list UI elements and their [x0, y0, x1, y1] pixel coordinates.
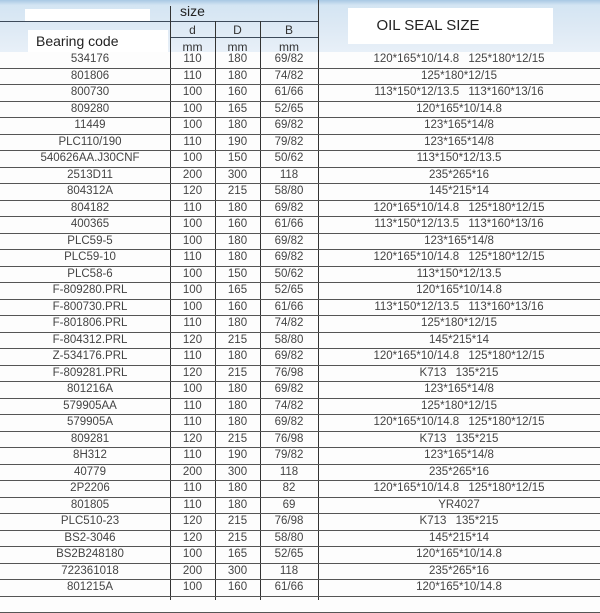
- table-row: [0, 168, 600, 185]
- d-value: 100: [170, 548, 215, 560]
- d-value: 100: [170, 301, 215, 313]
- D-value: 215: [215, 433, 260, 445]
- oil-seal-size: 145*215*14: [318, 185, 600, 197]
- D-value: 180: [215, 119, 260, 131]
- B-unit: mm: [260, 40, 318, 54]
- oil-seal-size: 145*215*14: [318, 334, 600, 346]
- bearing-code: 801215A: [10, 581, 170, 593]
- D-value: 165: [215, 548, 260, 560]
- table-row: [0, 316, 600, 333]
- oil-seal-size: 113*150*12/13.5 113*160*13/16: [318, 301, 600, 313]
- oil-seal-size: 120*165*10/14.8 125*180*12/15: [318, 251, 600, 263]
- header-blank-box: [25, 9, 150, 21]
- bearing-code: 801216A: [10, 383, 170, 395]
- B-value: 52/65: [260, 103, 318, 115]
- oil-seal-size: 123*165*14/8: [318, 383, 600, 395]
- table-row: [0, 201, 600, 218]
- oil-seal-size: K713 135*215: [318, 433, 600, 445]
- D-value: 180: [215, 70, 260, 82]
- D-value: 165: [215, 103, 260, 115]
- bearing-code: PLC510-23: [10, 515, 170, 527]
- B-value: 79/82: [260, 449, 318, 461]
- table-row: [0, 85, 600, 102]
- B-value: 50/62: [260, 152, 318, 164]
- B-value: 82: [260, 482, 318, 494]
- d-value: 120: [170, 515, 215, 527]
- oil-seal-size: 120*165*10/14.8 125*180*12/15: [318, 350, 600, 362]
- D-value: 215: [215, 334, 260, 346]
- oil-seal-size: YR4027: [318, 499, 600, 511]
- d-value: 100: [170, 235, 215, 247]
- d-value: 120: [170, 334, 215, 346]
- d-value: 100: [170, 284, 215, 296]
- oil-seal-size: 120*165*10/14.8 125*180*12/15: [318, 416, 600, 428]
- table-row: [0, 514, 600, 531]
- bearing-code: 2513D11: [10, 169, 170, 181]
- B-header: B: [260, 23, 318, 37]
- d-value: 110: [170, 53, 215, 65]
- d-value: 100: [170, 581, 215, 593]
- table-row: [0, 333, 600, 350]
- D-value: 215: [215, 515, 260, 527]
- table-row: [0, 415, 600, 432]
- bearing-code: BS2-3046: [10, 532, 170, 544]
- oil-seal-size: 125*180*12/15: [318, 400, 600, 412]
- table-row: [0, 184, 600, 201]
- bearing-code: 804182: [10, 202, 170, 214]
- d-value: 120: [170, 532, 215, 544]
- d-value: 110: [170, 482, 215, 494]
- d-value: 110: [170, 350, 215, 362]
- bearing-code: PLC59-10: [10, 251, 170, 263]
- bearing-code: 800730: [10, 86, 170, 98]
- d-value: 110: [170, 317, 215, 329]
- bearing-code-header: Bearing code: [28, 33, 168, 49]
- bearing-code: 8H312: [10, 449, 170, 461]
- D-value: 180: [215, 202, 260, 214]
- d-unit: mm: [170, 40, 215, 54]
- bearing-code: 801805: [10, 499, 170, 511]
- B-value: 76/98: [260, 367, 318, 379]
- B-value: 69/82: [260, 53, 318, 65]
- B-value: 61/66: [260, 86, 318, 98]
- d-value: 120: [170, 367, 215, 379]
- bearing-code: 722361018: [10, 565, 170, 577]
- d-value: 200: [170, 466, 215, 478]
- table-row: [0, 481, 600, 498]
- B-value: 69: [260, 499, 318, 511]
- d-value: 120: [170, 433, 215, 445]
- D-value: 215: [215, 185, 260, 197]
- table-row: [0, 300, 600, 317]
- bearing-code: 40779: [10, 466, 170, 478]
- divider: [0, 21, 318, 22]
- B-value: 58/80: [260, 532, 318, 544]
- bearing-code: F-804312.PRL: [10, 334, 170, 346]
- oil-seal-size: 120*165*10/14.8: [318, 103, 600, 115]
- d-header: d: [170, 23, 215, 37]
- D-value: 180: [215, 350, 260, 362]
- d-value: 200: [170, 169, 215, 181]
- B-value: 52/65: [260, 548, 318, 560]
- table-row: [0, 580, 600, 597]
- bearing-code: PLC58-6: [10, 268, 170, 280]
- D-value: 215: [215, 532, 260, 544]
- bearing-code: 579905AA: [10, 400, 170, 412]
- divider: [170, 37, 318, 38]
- table-row: [0, 102, 600, 119]
- D-value: 180: [215, 235, 260, 247]
- table-row: [0, 399, 600, 416]
- B-value: 69/82: [260, 350, 318, 362]
- d-value: 110: [170, 136, 215, 148]
- oil-seal-size: 125*180*12/15: [318, 70, 600, 82]
- table-row: [0, 531, 600, 548]
- table-row: [0, 267, 600, 284]
- d-value: 200: [170, 565, 215, 577]
- B-value: 50/62: [260, 268, 318, 280]
- B-value: 76/98: [260, 515, 318, 527]
- B-value: 69/82: [260, 202, 318, 214]
- table-row: [0, 349, 600, 366]
- B-value: 69/82: [260, 251, 318, 263]
- D-value: 180: [215, 416, 260, 428]
- B-value: 69/82: [260, 119, 318, 131]
- oil-seal-size: 120*165*10/14.8: [318, 581, 600, 593]
- D-value: 180: [215, 482, 260, 494]
- D-value: 160: [215, 301, 260, 313]
- oil-seal-size: 113*150*12/13.5 113*160*13/16: [318, 86, 600, 98]
- oil-seal-size: 123*165*14/8: [318, 235, 600, 247]
- bearing-code: PLC110/190: [10, 136, 170, 148]
- D-value: 180: [215, 499, 260, 511]
- table-row: [0, 283, 600, 300]
- B-value: 79/82: [260, 136, 318, 148]
- bearing-code: Z-534176.PRL: [10, 350, 170, 362]
- bearing-code: 11449: [10, 119, 170, 131]
- oil-seal-size: 123*165*14/8: [318, 136, 600, 148]
- B-value: 61/66: [260, 218, 318, 230]
- D-value: 160: [215, 218, 260, 230]
- d-value: 110: [170, 70, 215, 82]
- table-row: [0, 465, 600, 482]
- B-value: 58/80: [260, 185, 318, 197]
- size-header: size: [170, 3, 215, 19]
- D-value: 300: [215, 169, 260, 181]
- D-value: 150: [215, 268, 260, 280]
- oil-seal-header: OIL SEAL SIZE: [348, 17, 508, 34]
- B-value: 52/65: [260, 284, 318, 296]
- bearing-code: 534176: [10, 53, 170, 65]
- bearing-code: F-809281.PRL: [10, 367, 170, 379]
- oil-seal-size: 120*165*10/14.8: [318, 284, 600, 296]
- bearing-code: 540626AA.J30CNF: [10, 152, 170, 164]
- oil-seal-size: 123*165*14/8: [318, 449, 600, 461]
- d-value: 110: [170, 202, 215, 214]
- B-value: 69/82: [260, 416, 318, 428]
- D-value: 300: [215, 466, 260, 478]
- B-value: 61/66: [260, 301, 318, 313]
- d-value: 110: [170, 251, 215, 263]
- d-value: 100: [170, 383, 215, 395]
- d-value: 120: [170, 185, 215, 197]
- table-row: [0, 250, 600, 267]
- B-value: 69/82: [260, 235, 318, 247]
- bearing-code: F-801806.PRL: [10, 317, 170, 329]
- oil-seal-size: 113*150*12/13.5: [318, 152, 600, 164]
- bearing-code: 809281: [10, 433, 170, 445]
- D-value: 160: [215, 581, 260, 593]
- D-value: 180: [215, 53, 260, 65]
- d-value: 100: [170, 119, 215, 131]
- table-row: [0, 118, 600, 135]
- oil-seal-size: 235*265*16: [318, 565, 600, 577]
- D-value: 215: [215, 367, 260, 379]
- table-row: [0, 234, 600, 251]
- d-value: 100: [170, 103, 215, 115]
- bearing-code: PLC59-5: [10, 235, 170, 247]
- d-value: 100: [170, 86, 215, 98]
- B-value: 58/80: [260, 334, 318, 346]
- oil-seal-size: K713 135*215: [318, 515, 600, 527]
- oil-seal-size: 235*265*16: [318, 169, 600, 181]
- table-row: [0, 69, 600, 86]
- D-value: 180: [215, 400, 260, 412]
- bearing-code: BS2B248180: [10, 548, 170, 560]
- oil-seal-size: 145*215*14: [318, 532, 600, 544]
- bearing-table: [0, 52, 600, 613]
- oil-seal-size: 235*265*16: [318, 466, 600, 478]
- D-value: 180: [215, 251, 260, 263]
- bearing-code: 400365: [10, 218, 170, 230]
- D-value: 150: [215, 152, 260, 164]
- bearing-code: F-809280.PRL: [10, 284, 170, 296]
- B-value: 118: [260, 565, 318, 577]
- bearing-code: F-800730.PRL: [10, 301, 170, 313]
- d-value: 110: [170, 400, 215, 412]
- oil-seal-size: 123*165*14/8: [318, 119, 600, 131]
- B-value: 74/82: [260, 400, 318, 412]
- oil-seal-size: K713 135*215: [318, 367, 600, 379]
- table-row: [0, 52, 600, 69]
- oil-seal-size: 120*165*10/14.8 125*180*12/15: [318, 482, 600, 494]
- oil-seal-size: 120*165*10/14.8: [318, 548, 600, 560]
- table-row: [0, 547, 600, 564]
- B-value: 61/66: [260, 581, 318, 593]
- table-row: [0, 366, 600, 383]
- bearing-code: 809280: [10, 103, 170, 115]
- bearing-code: 804312A: [10, 185, 170, 197]
- oil-seal-size: 113*150*12/13.5 113*160*13/16: [318, 218, 600, 230]
- D-value: 165: [215, 284, 260, 296]
- oil-seal-size: 113*150*12/13.5: [318, 268, 600, 280]
- d-value: 100: [170, 268, 215, 280]
- table-row: [0, 151, 600, 168]
- d-value: 110: [170, 416, 215, 428]
- oil-seal-size: 120*165*10/14.8 125*180*12/15: [318, 53, 600, 65]
- B-value: 118: [260, 466, 318, 478]
- D-unit: mm: [215, 40, 260, 54]
- bearing-code: 801806: [10, 70, 170, 82]
- bearing-code: 2P2206: [10, 482, 170, 494]
- table-row-partial: [0, 597, 600, 613]
- d-value: 110: [170, 449, 215, 461]
- oil-seal-size: 120*165*10/14.8 125*180*12/15: [318, 202, 600, 214]
- table-row: [0, 432, 600, 449]
- D-value: 300: [215, 565, 260, 577]
- table-row: [0, 448, 600, 465]
- D-value: 190: [215, 136, 260, 148]
- bearing-code: 579905A: [10, 416, 170, 428]
- D-value: 160: [215, 86, 260, 98]
- B-value: 74/82: [260, 317, 318, 329]
- B-value: 76/98: [260, 433, 318, 445]
- D-value: 180: [215, 317, 260, 329]
- table-row: [0, 135, 600, 152]
- table-row: [0, 217, 600, 234]
- D-value: 180: [215, 383, 260, 395]
- B-value: 74/82: [260, 70, 318, 82]
- table-row: [0, 382, 600, 399]
- D-value: 190: [215, 449, 260, 461]
- B-value: 118: [260, 169, 318, 181]
- table-row: [0, 498, 600, 515]
- d-value: 100: [170, 218, 215, 230]
- d-value: 110: [170, 499, 215, 511]
- table-row: [0, 564, 600, 581]
- B-value: 69/82: [260, 383, 318, 395]
- D-header: D: [215, 23, 260, 37]
- oil-seal-size: 125*180*12/15: [318, 317, 600, 329]
- d-value: 100: [170, 152, 215, 164]
